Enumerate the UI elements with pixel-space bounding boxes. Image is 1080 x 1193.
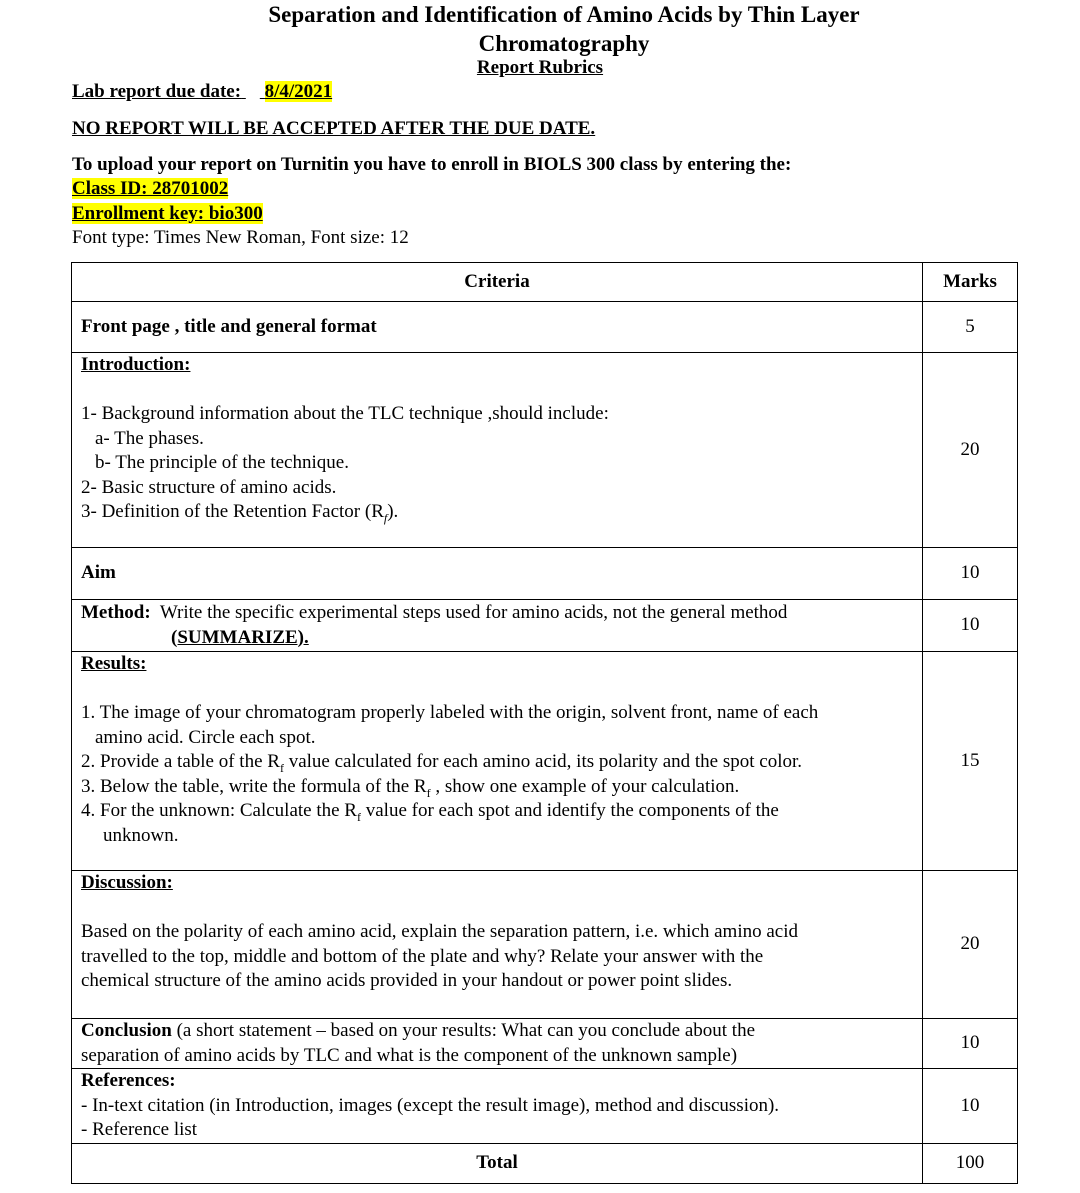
- front-page-criteria: Front page , title and general format: [72, 302, 923, 353]
- table-row: [72, 548, 1018, 600]
- discussion-marks: 20: [923, 871, 1018, 1019]
- table-row: [72, 600, 1018, 652]
- total-marks: 100: [923, 1143, 1018, 1183]
- table-row: [72, 1019, 1018, 1069]
- front-page-marks: 5: [923, 302, 1018, 353]
- conclusion-label: Conclusion: [81, 1020, 172, 1041]
- introduction-line: a- The phases.: [95, 427, 204, 449]
- discussion-line: Based on the polarity of each amino acid, explain the separation pattern, i.e. which amino acid: [81, 921, 798, 942]
- class-id-value: Class ID: 28701002: [72, 178, 229, 199]
- introduction-line: b- The principle of the technique.: [95, 452, 349, 473]
- method-text: Write the specific experimental steps used for amino acids, not the general method: [159, 602, 788, 623]
- rubric-table: [71, 262, 1018, 1184]
- document-title: Separation and Identification of Amino Acids by Thin Layer Chromatography: [268, 2, 860, 56]
- table-row: [72, 302, 1018, 353]
- references-criteria: [72, 1069, 923, 1144]
- table-row: [72, 1069, 1018, 1144]
- discussion-line: chemical structure of the amino acids provided in your handout or power point slides.: [81, 970, 733, 991]
- references-marks: 10: [923, 1069, 1018, 1144]
- method-summarize: (SUMMARIZE).: [171, 626, 309, 648]
- due-date-value: 8/4/2021: [264, 81, 333, 102]
- references-heading: References:: [81, 1070, 176, 1091]
- class-id: [72, 177, 228, 200]
- introduction-criteria: [72, 353, 923, 548]
- table-row: [72, 353, 1018, 548]
- results-item: 2. Provide a table of the $R_f$ value calculated for each amino acid, its polarity and the spot color.: [81, 751, 803, 775]
- results-criteria: [72, 652, 923, 871]
- introduction-marks: 20: [923, 353, 1018, 548]
- conclusion-criteria: [72, 1019, 923, 1069]
- criteria-header: Criteria: [72, 263, 923, 302]
- conclusion-marks: 10: [923, 1019, 1018, 1069]
- due-date-line: [72, 80, 332, 103]
- conclusion-text: (a short statement – based on your results: What can you conclude about the: [171, 1020, 756, 1041]
- results-item: 1. The image of your chromatogram properly labeled with the origin, solvent front, name of each: [81, 702, 819, 723]
- introduction-line: 1- Background information about the TLC technique ,should include:: [81, 403, 609, 424]
- marks-header: Marks: [923, 263, 1018, 302]
- aim-marks: 10: [923, 548, 1018, 600]
- method-label: Method:: [81, 602, 151, 623]
- references-line: - Reference list: [81, 1119, 198, 1140]
- aim-criteria: Aim: [72, 548, 923, 600]
- table-row: [72, 871, 1018, 1019]
- table-row: [72, 652, 1018, 871]
- font-note: Font type: Times New Roman, Font size: 12: [72, 227, 409, 248]
- document-subtitle: Report Rubrics: [476, 57, 604, 78]
- total-label: Total: [72, 1143, 923, 1183]
- introduction-line: 3- Definition of the Retention Factor $(R_f)$.: [81, 501, 399, 525]
- results-item: amino acid. Circle each spot.: [95, 726, 316, 748]
- results-heading: Results:: [81, 653, 147, 674]
- references-line: - In-text citation (in Introduction, images (except the result image), method and discussion).: [81, 1094, 780, 1116]
- discussion-heading: Discussion:: [81, 872, 173, 893]
- total-row: [72, 1143, 1018, 1183]
- results-marks: 15: [923, 652, 1018, 871]
- discussion-criteria: [72, 871, 923, 1019]
- discussion-line: travelled to the top, middle and bottom of the plate and why? Relate your answer with the: [81, 945, 764, 967]
- conclusion-text: separation of amino acids by TLC and what is the component of the unknown sample): [81, 1044, 738, 1066]
- enrollment-key: [72, 202, 263, 225]
- results-item: unknown.: [103, 824, 179, 846]
- table-header-row: [72, 263, 1018, 302]
- enrollment-key-value: Enrollment key: bio300: [72, 203, 263, 224]
- due-date-label: Lab report due date:: [72, 81, 242, 102]
- results-item: 4. For the unknown: Calculate the $R_f$ value for each spot and identify the components of the: [81, 800, 779, 824]
- introduction-line: 2- Basic structure of amino acids.: [81, 476, 337, 498]
- introduction-heading: Introduction:: [81, 354, 191, 375]
- method-criteria: [72, 600, 923, 652]
- results-item: 3. Below the table, write the formula of the $R_f$ , show one example of your calculation.: [81, 775, 740, 800]
- method-marks: 10: [923, 600, 1018, 652]
- late-warning: NO REPORT WILL BE ACCEPTED AFTER THE DUE DATE.: [72, 118, 596, 139]
- upload-instruction: To upload your report on Turnitin you have to enroll in BIOLS 300 class by entering the:: [72, 154, 792, 175]
